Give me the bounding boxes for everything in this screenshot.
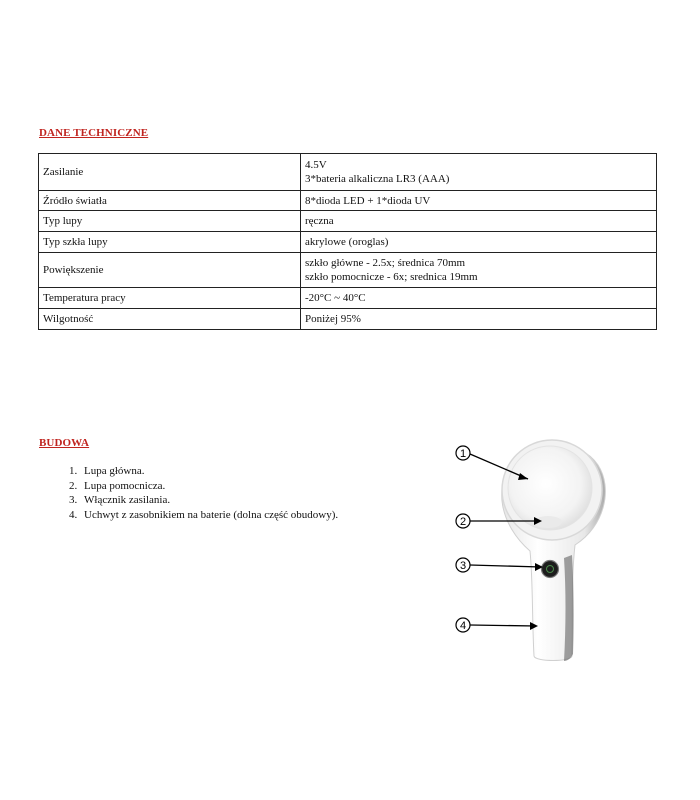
table-row (39, 211, 657, 232)
spec-value: szkło główne - 2.5x; średnica 70mm szkło pomocnicze - 6x; srednica 19mm (301, 253, 657, 288)
power-button-illustration (542, 561, 559, 578)
spec-label: Wilgotność (39, 309, 301, 330)
spec-value: Poniżej 95% (301, 309, 657, 330)
spec-value: ręczna (301, 211, 657, 232)
spec-value: akrylowe (oroglas) (301, 232, 657, 253)
list-item: 3. Włącznik zasilania. (80, 493, 338, 508)
callout-3 (456, 558, 543, 572)
magnifier-illustration (502, 440, 606, 661)
spec-value: -20°C ~ 40°C (301, 288, 657, 309)
spec-label: Temperatura pracy (39, 288, 301, 309)
list-item: 4. Uchwyt z zasobnikiem na baterie (dolna część obudowy). (80, 508, 338, 523)
table-row (39, 288, 657, 309)
spec-value: 8*dioda LED + 1*dioda UV (301, 191, 657, 211)
table-row (39, 253, 657, 288)
spec-label: Źródło światła (39, 191, 301, 211)
svg-text:3: 3 (459, 560, 467, 572)
specs-table (38, 153, 657, 330)
svg-text:1: 1 (459, 448, 467, 460)
svg-text:4: 4 (459, 620, 467, 632)
specs-heading: DANE TECHNICZNE (39, 127, 149, 139)
table-row (39, 309, 657, 330)
list-item: 1. Lupa główna. (80, 464, 338, 479)
spec-label: Powiększenie (39, 253, 301, 288)
table-row (39, 154, 657, 191)
table-row (39, 191, 657, 211)
spec-label: Typ lupy (39, 211, 301, 232)
callout-4 (456, 618, 538, 632)
table-row (39, 232, 657, 253)
magnifier-diagram (440, 430, 640, 680)
spec-value: 4.5V 3*bateria alkaliczna LR3 (AAA) (301, 154, 657, 191)
spec-label: Zasilanie (39, 154, 301, 191)
list-item: 2. Lupa pomocnicza. (80, 479, 338, 494)
parts-list (40, 464, 338, 522)
svg-text:2: 2 (459, 516, 467, 528)
spec-label: Typ szkła lupy (39, 232, 301, 253)
build-heading: BUDOWA (39, 437, 90, 449)
